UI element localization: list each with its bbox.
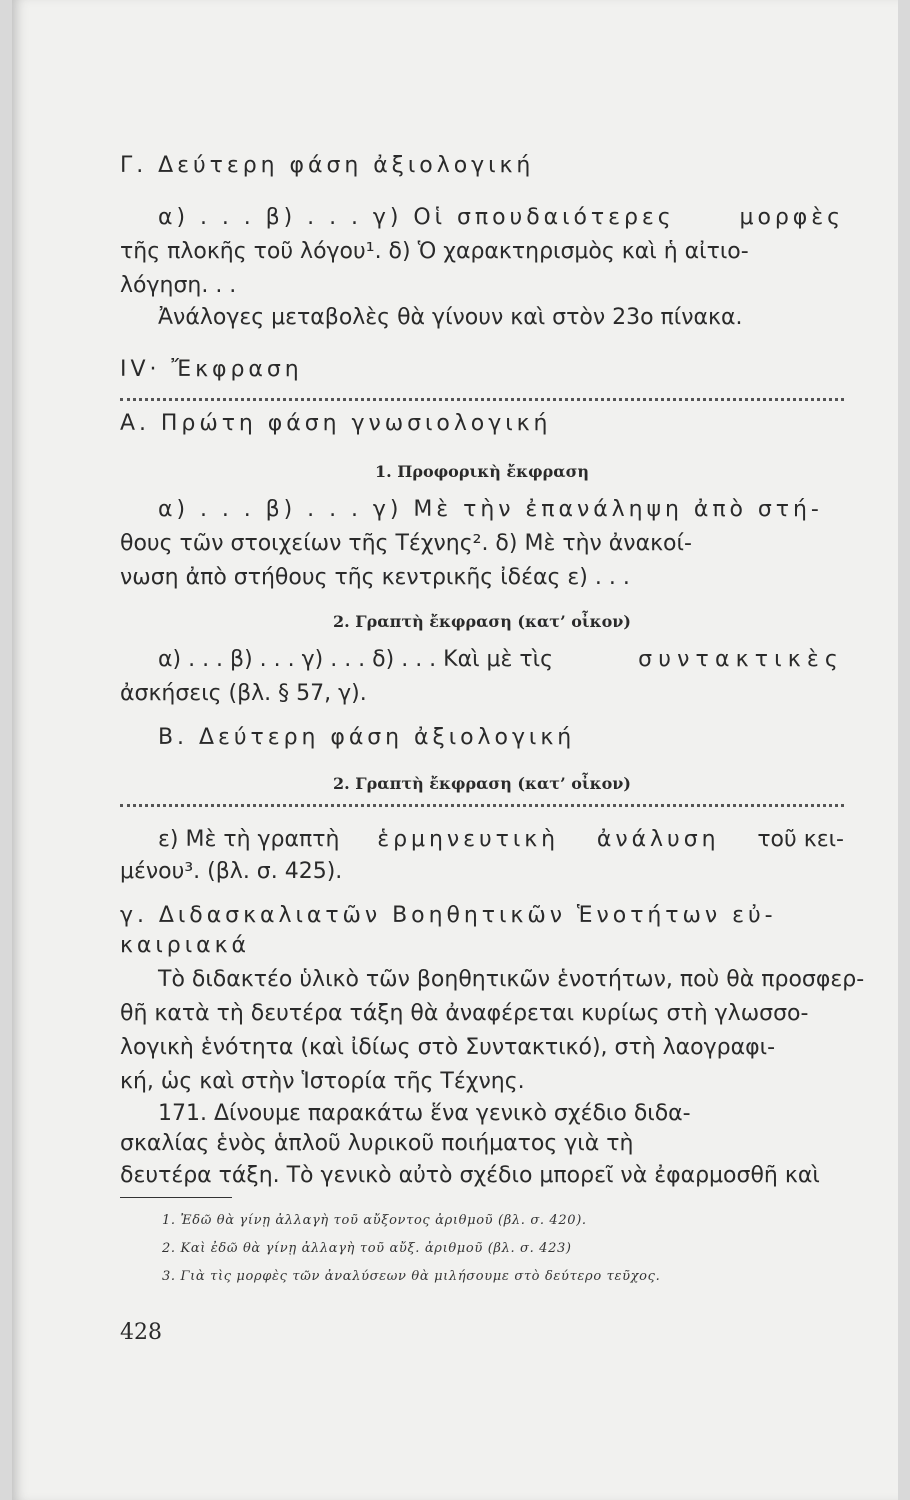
section-iv-b-line-2: ἀσκήσεις (βλ. § 57, γ). xyxy=(120,681,367,706)
section-iv-c-line-2: μένου³. (βλ. σ. 425). xyxy=(120,859,343,884)
section-iv-b-line-1 xyxy=(158,646,844,674)
section-g-line-1b: μορφὲς xyxy=(739,205,844,230)
section-g-line-1a: α) . . . β) . . . γ) Οἱ σπουδαιότερες xyxy=(158,205,675,230)
subheading-written-expression-2: 2. Γραπτὴ ἔκφραση (κατ’ οἶκον) xyxy=(333,774,631,793)
section-v-para-line-6: σκαλίας ἑνὸς ἁπλοῦ λυρικοῦ ποιήματος γιὰ τὴ xyxy=(120,1131,634,1156)
section-v-heading-line-1: γ. Διδασκαλιατῶν Βοηθητικῶν Ἑνοτήτων εὐ- xyxy=(120,903,777,928)
section-iv-c-line-1d: τοῦ κει- xyxy=(757,827,844,852)
section-iv-a-line-1: α) . . . β) . . . γ) Μὲ τὴν ἐπανάληψη ἀπὸ στή- xyxy=(158,497,823,522)
dotted-separator-2 xyxy=(120,804,844,807)
section-iv-a-line-2: θους τῶν στοιχείων τῆς Τέχνης². δ) Μὲ τὴν ἀνακοί- xyxy=(120,531,692,556)
section-g-line-1 xyxy=(158,204,844,232)
subheading-oral-expression: 1. Προφορικὴ ἔκφραση xyxy=(375,462,589,481)
section-g-heading: Γ. Δεύτερη φάση ἀξιολογική xyxy=(120,153,535,178)
subheading-written-expression-1: 2. Γραπτὴ ἔκφραση (κατ’ οἶκον) xyxy=(333,612,631,631)
footnote-rule xyxy=(120,1197,232,1198)
footnote-1: 1. Ἐδῶ θὰ γίνῃ ἀλλαγὴ τοῦ αὔξοντος ἀριθμοῦ (βλ. σ. 420). xyxy=(162,1213,587,1228)
section-iv-a-heading: Α. Πρώτη φάση γνωσιολογική xyxy=(120,411,552,436)
footnote-3: 3. Γιὰ τὶς μορφὲς τῶν ἀναλύσεων θὰ μιλήσουμε στὸ δεύτερο τεῦχος. xyxy=(162,1269,661,1284)
section-iv-b-line-1b: συντακτικὲς xyxy=(638,647,844,672)
section-v-para-line-3: λογικὴ ἑνότητα (καὶ ἰδίως στὸ Συντακτικό), στὴ λαογραφι- xyxy=(120,1035,776,1060)
dotted-separator-1 xyxy=(120,398,844,401)
section-v-heading-line-2: καιριακά xyxy=(120,933,250,958)
page-number: 428 xyxy=(120,1320,162,1345)
section-g-line-3: λόγηση. . . xyxy=(120,273,237,298)
section-g-line-4: Ἀνάλογες μεταβολὲς θὰ γίνουν καὶ στὸν 23ο πίνακα. xyxy=(158,305,743,330)
section-v-para-line-7: δευτέρα τάξη. Τὸ γενικὸ αὐτὸ σχέδιο μπορεῖ νὰ ἐφαρμοσθῆ καὶ xyxy=(120,1163,820,1188)
section-iv-b-line-1a: α) . . . β) . . . γ) . . . δ) . . . Καὶ μὲ τὶς xyxy=(158,647,554,672)
book-page xyxy=(12,0,898,1500)
section-v-para-line-1: Τὸ διδακτέο ὑλικὸ τῶν βοηθητικῶν ἑνοτήτων, ποὺ θὰ προσφερ- xyxy=(158,967,865,992)
section-v-para-line-2: θῆ κατὰ τὴ δευτέρα τάξη θὰ ἀναφέρεται κυρίως στὴ γλωσσο- xyxy=(120,1001,809,1026)
section-iv-b-heading: Β. Δεύτερη φάση ἀξιολογική xyxy=(158,725,576,750)
section-iv-a-line-3: νωση ἀπὸ στήθους τῆς κεντρικῆς ἰδέας ε) . . . xyxy=(120,565,630,590)
section-v-para-line-5: 171. Δίνουμε παρακάτω ἕνα γενικὸ σχέδιο διδα- xyxy=(158,1101,691,1126)
section-iv-c-line-1 xyxy=(158,826,844,854)
section-iv-c-line-1c: ἀνάλυση xyxy=(596,827,720,852)
footnote-2: 2. Καὶ ἐδῶ θὰ γίνῃ ἀλλαγὴ τοῦ αὔξ. ἀριθμοῦ (βλ. σ. 423) xyxy=(162,1241,572,1256)
section-iv-heading: ΙV· Ἔκφραση xyxy=(120,357,303,382)
section-iv-c-line-1a: ε) Μὲ τὴ γραπτὴ xyxy=(158,827,340,852)
section-iv-c-line-1b: ἑρμηνευτικὴ xyxy=(377,827,560,852)
section-g-line-2: τῆς πλοκῆς τοῦ λόγου¹. δ) Ὁ χαρακτηρισμὸς καὶ ἡ αἰτιο- xyxy=(120,239,749,264)
section-v-para-line-4: κή, ὡς καὶ στὴν Ἱστορία τῆς Τέχνης. xyxy=(120,1069,525,1094)
